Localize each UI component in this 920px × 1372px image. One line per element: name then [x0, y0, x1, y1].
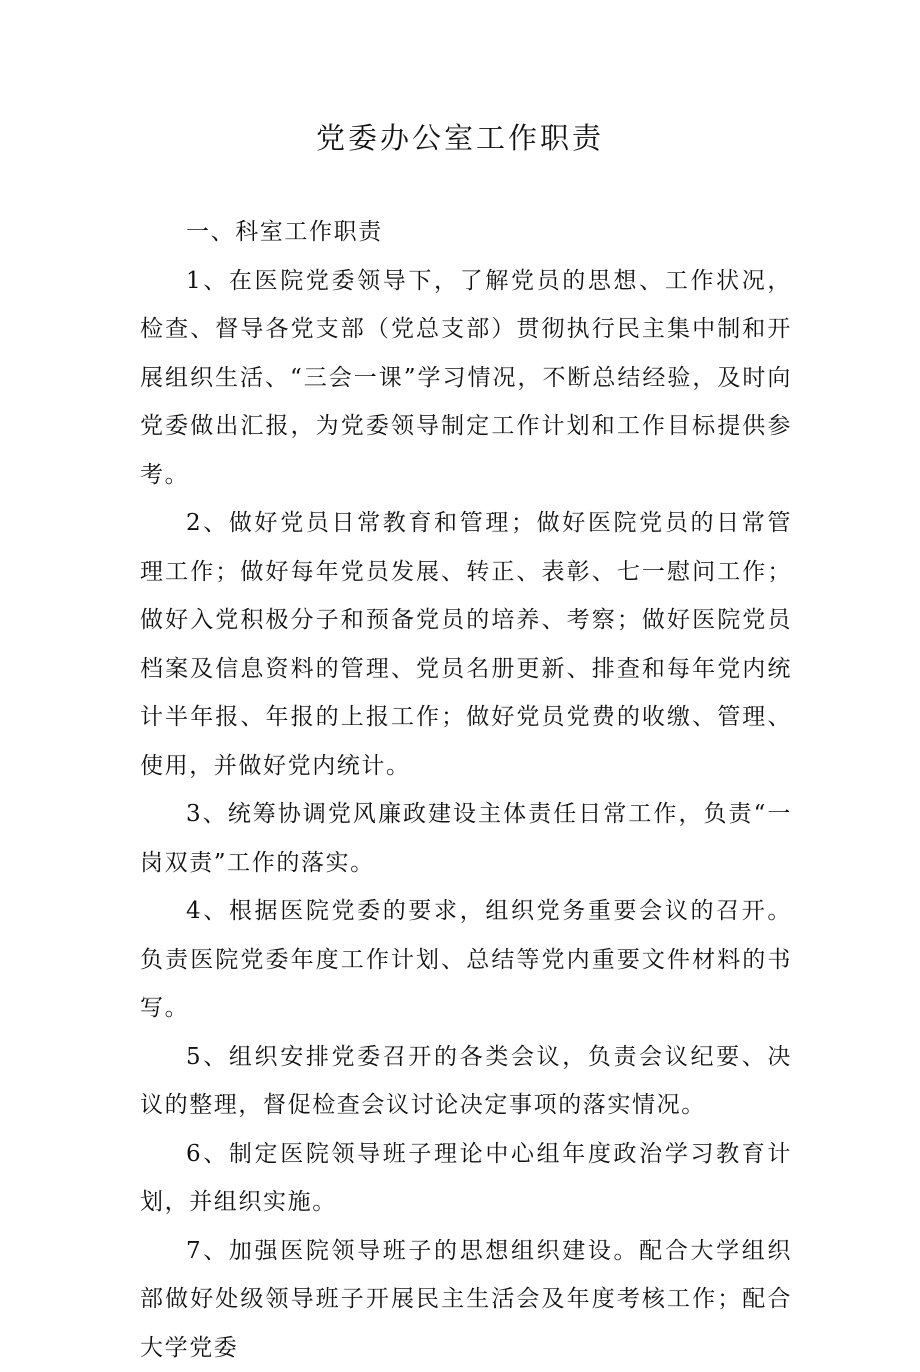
paragraph-3: 3、统筹协调党风廉政建设主体责任日常工作，负责“一岗双责”工作的落实。: [140, 790, 792, 887]
document-body: [140, 208, 792, 1372]
page-title: 党委办公室工作职责: [0, 115, 920, 161]
paragraph-2: 2、做好党员日常教育和管理；做好医院党员的日常管理工作；做好每年党员发展、转正、表彰、七一慰问工作；做好入党积极分子和预备党员的培养、考察；做好医院党员档案及信息资料的管理、党员名册更新、排查和每年党内统计半年报、年报的上报工作；做好党员党费的收缴、管理、使用，并做好党内统计。: [140, 499, 792, 790]
paragraph-1: 1、在医院党委领导下，了解党员的思想、工作状况，检查、督导各党支部（党总支部）贯彻执行民主集中制和开展组织生活、“三会一课”学习情况，不断总结经验，及时向党委做出汇报，为党委领导制定工作计划和工作目标提供参考。: [140, 257, 792, 500]
section-heading: 一、科室工作职责: [140, 208, 792, 257]
paragraph-5: 5、组织安排党委召开的各类会议，负责会议纪要、决议的整理，督促检查会议讨论决定事项的落实情况。: [140, 1033, 792, 1130]
paragraph-4: 4、根据医院党委的要求，组织党务重要会议的召开。负责医院党委年度工作计划、总结等党内重要文件材料的书写。: [140, 887, 792, 1033]
paragraph-7: 7、加强医院领导班子的思想组织建设。配合大学组织部做好处级领导班子开展民主生活会及年度考核工作；配合大学党委: [140, 1227, 792, 1372]
paragraph-6: 6、制定医院领导班子理论中心组年度政治学习教育计划，并组织实施。: [140, 1130, 792, 1227]
